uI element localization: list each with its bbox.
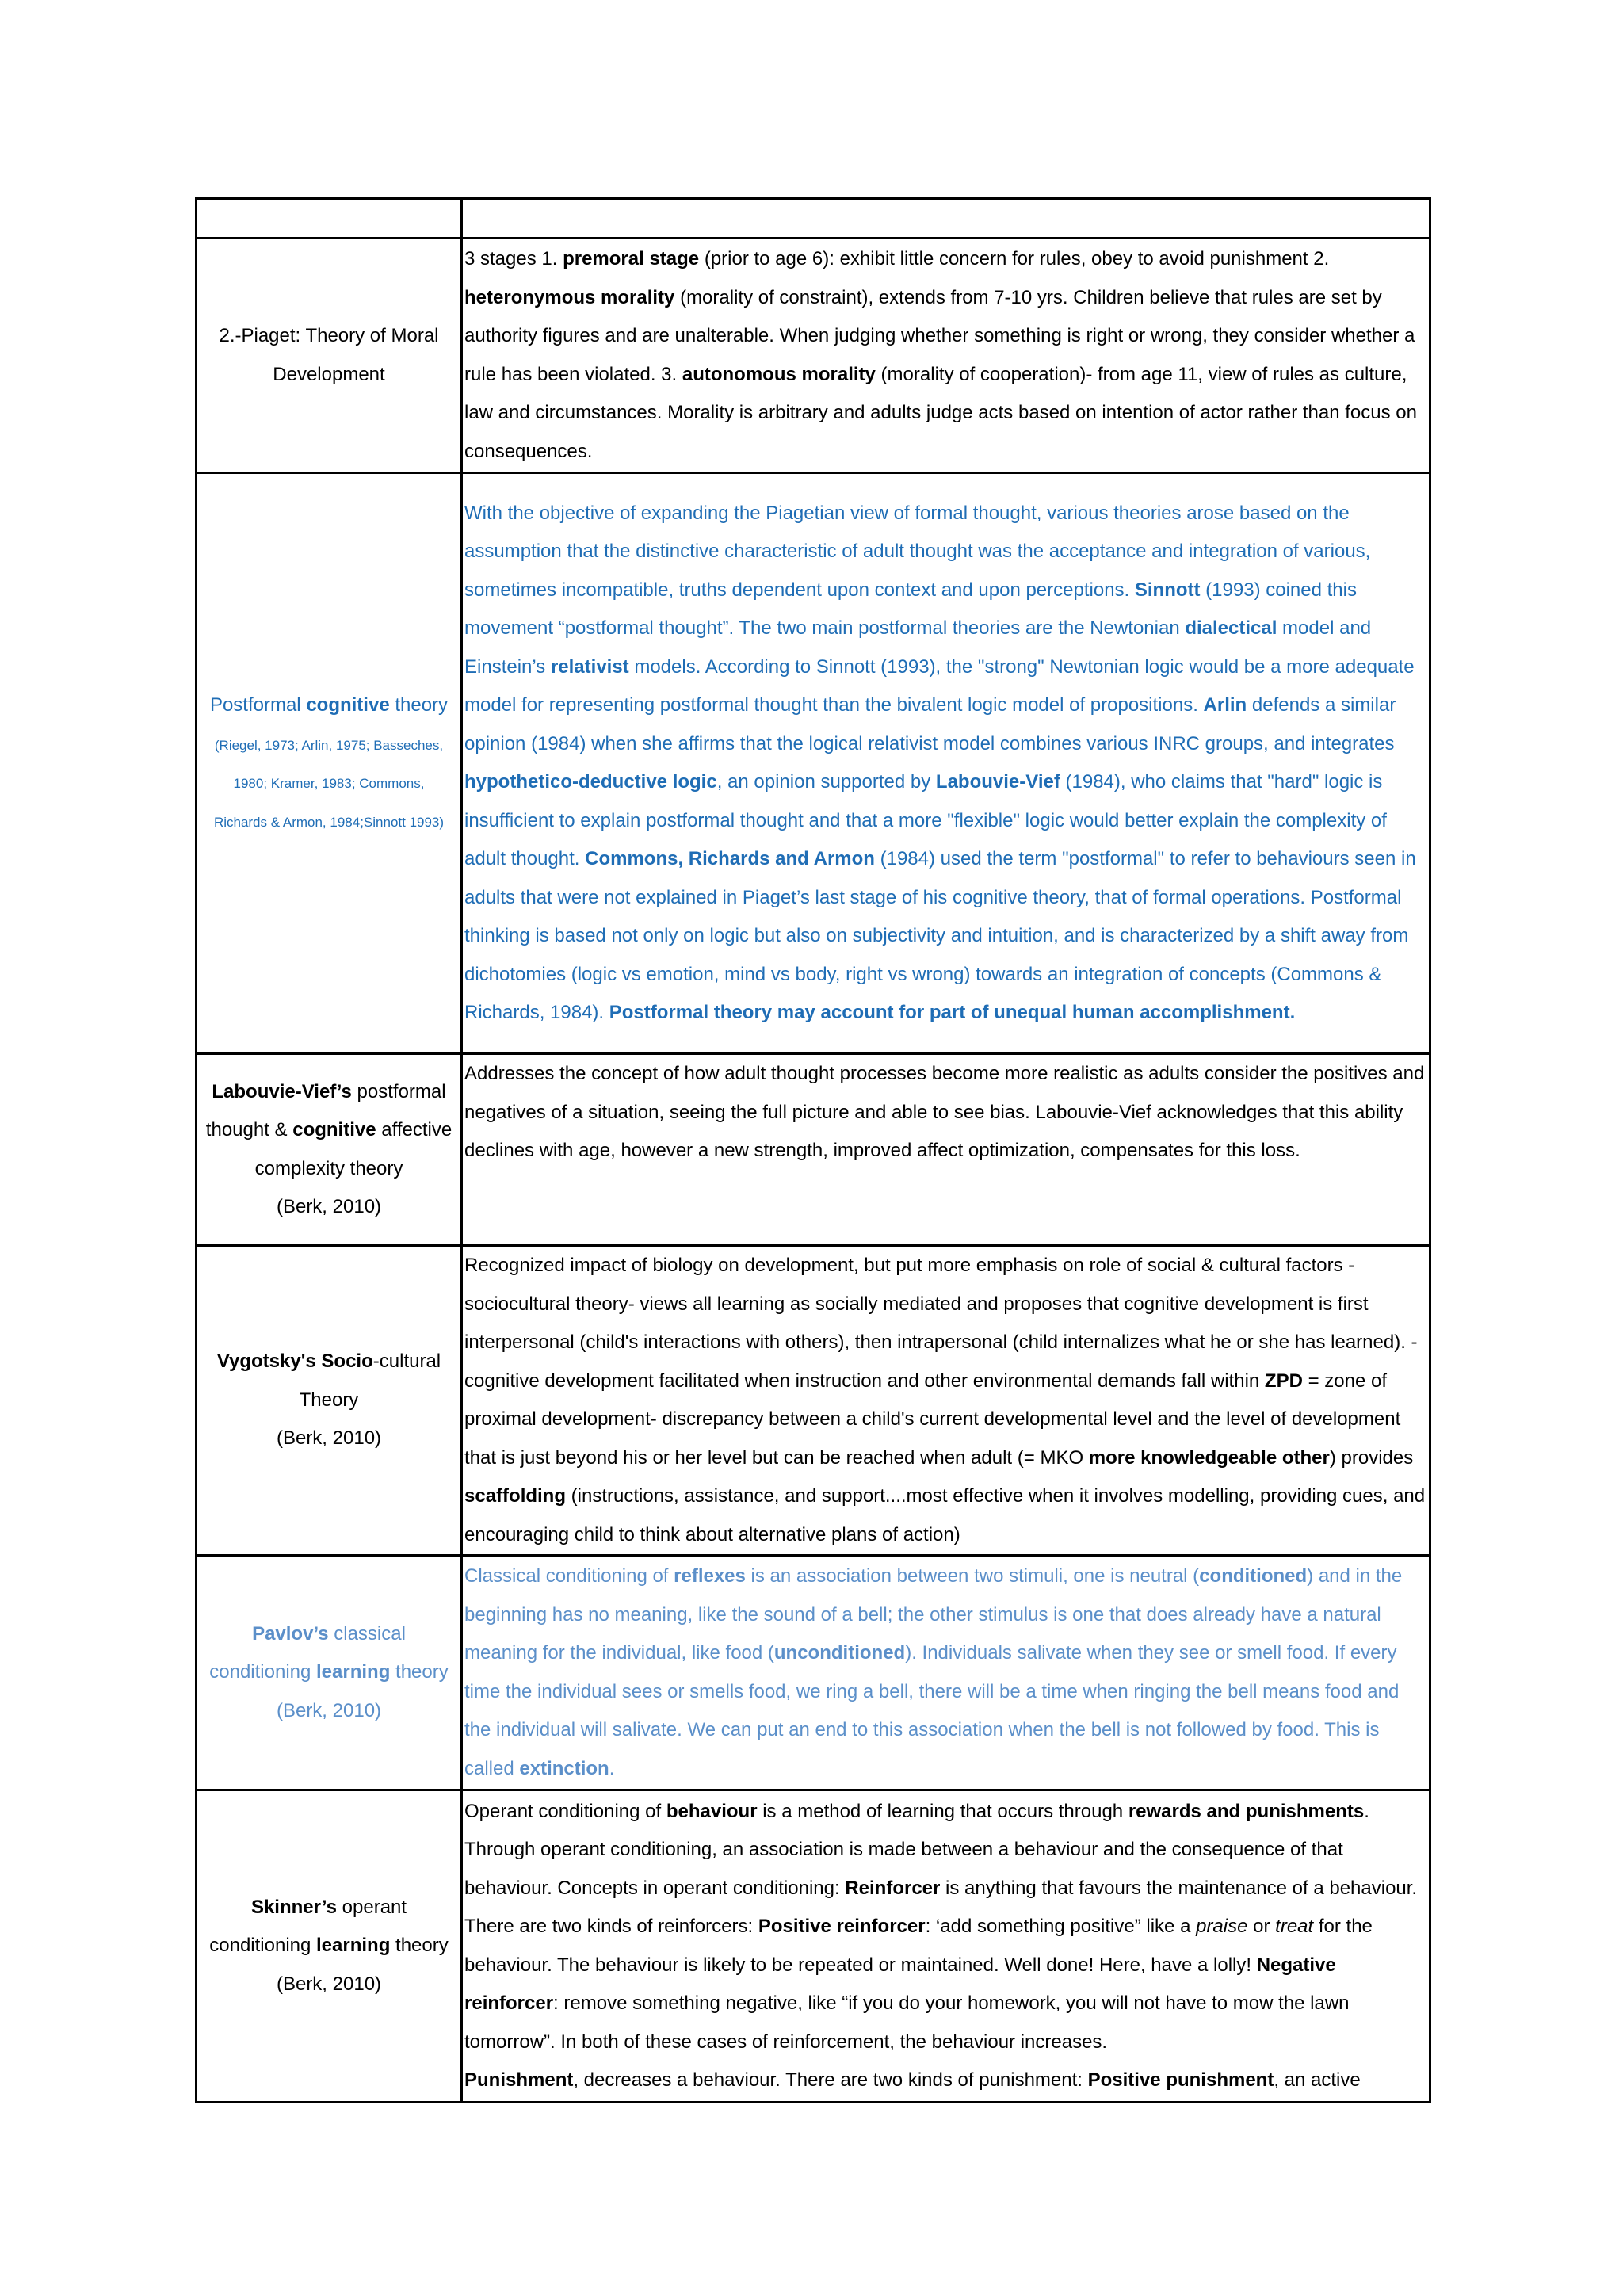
table-row-skinner [197,1790,1430,2103]
bold-term: relativist [550,655,629,678]
text-run: models. According to Sinnott (1993), the "strong" Newtonian logic would be a more adequate model for representing postformal thought than the bivalent logic model of propositions. [464,655,1415,716]
bold-term: conditioned [1199,1565,1308,1587]
text-run: is an association between two stimuli, one is neutral ( [745,1565,1200,1587]
bold-term: Punishment [464,2069,574,2091]
bold-term: unconditioned [773,1642,906,1664]
theory-description-cell [462,1790,1430,2103]
theory-description-cell [462,1556,1430,1790]
table-row-pavlov [197,1556,1430,1790]
bold-term: reflexes [674,1565,746,1587]
table-row-vygotsky [197,1246,1430,1556]
text-run: . Through operant conditioning, an association is made between a behaviour and the consequence of that behaviour. Concepts in operant conditioning: [464,1800,1369,1899]
bold-term: extinction [519,1757,609,1779]
bold-term: Reinforcer [845,1877,941,1899]
header-cell-right [462,199,1430,239]
text-run: or [1247,1916,1276,1937]
text-run: (prior to age 6): exhibit little concern for rules, obey to avoid punishment 2. [699,248,1330,269]
theory-name-text: Postformal cognitive theory [209,694,449,716]
bold-term: autonomous morality [682,363,876,385]
theory-name-cell [197,239,462,473]
bold-term: Sinnott [1134,579,1201,601]
text-run: = zone of proximal development- discrepancy between a child's current developmental level and the level of development that is just beyond his or her level but can be reached when adult (= MKO [464,1370,1401,1469]
bold-term: Negative reinforcer [464,1954,1336,2014]
citation: (Berk, 2010) [276,1973,382,1995]
theory-description-cell [462,1054,1430,1246]
text-run: ) and in the beginning has no meaning, like the sound of a bell; the other stimulus is one that does already have a natural meaning for the individual, like food ( [464,1565,1403,1664]
text-run: (1993) coined this movement “postformal thought”. The two main postformal theories are the Newtonian [464,579,1357,639]
text-run: (instructions, assistance, and support....most effective when it involves modelling, providing cues, and encouraging child to think about alternative plans of action) [464,1485,1426,1545]
theories-table [195,197,1431,2103]
text-run: ) provides [1329,1446,1414,1469]
text-run: (morality of cooperation)- from age 11, view of rules as culture, law and circumstances. Morality is arbitrary and adults judge acts based on intention of actor rather than focus on consequences. [464,363,1417,462]
citation: (Berk, 2010) [276,1196,382,1217]
table-header-row [197,199,1430,239]
text-run: (1984) used the term "postformal" to refer to behaviours seen in adults that were not explained in Piaget’s last stage of his cognitive theory, that of formal operations. Postformal thinking is based not only on logic but also on subjectivity and intuition, and is characterized by a shift away from dichotomies (logic vs emotion, mind vs body, right vs wrong) towards an integration of concepts (Commons & Richards, 1984). [464,848,1416,1023]
bold-term: Positive punishment [1087,2069,1274,2091]
text-run: defends a similar opinion (1984) when she affirms that the logical relativist model combines various INRC groups, and integrates [464,694,1396,755]
bold-term: scaffolding [464,1485,567,1507]
text-run: : ‘add something positive” like a [925,1916,1197,1937]
text-run: , decreases a behaviour. There are two kinds of punishment: [573,2069,1088,2091]
text-run: 3 stages 1. [464,248,563,269]
table-row-labouvie-vief [197,1054,1430,1246]
bold-term: heteronymous morality [464,286,675,308]
citation: (Berk, 2010) [276,1699,382,1721]
bold-term: dialectical [1185,617,1277,639]
theory-name-cell: Skinner’s operant conditioning learning theory (Berk, 2010) [197,1790,462,2103]
text-run: Recognized impact of biology on development, but put more emphasis on role of social & cultural factors - sociocultural theory- views all learning as socially mediated and proposes that cognitive development is first interpersonal (child's interactions with others), then intrapersonal (child internalizes what he or she has learned). -cognitive development facilitated when instruction and other environmental demands fall within [464,1255,1418,1392]
table-row-postformal [197,473,1430,1054]
bold-term: Postformal theory may account for part of unequal human accomplishment. [609,1002,1296,1023]
text-run: . [609,1757,615,1779]
theory-citations: (Riegel, 1973; Arlin, 1975; Basseches, 1980; Kramer, 1983; Commons, Richards & Armon, 1984;Sinnott 1993) [213,737,445,830]
theory-description-cell [462,473,1430,1054]
bold-term: behaviour [666,1800,758,1822]
theory-description-cell [462,1246,1430,1556]
theory-name-line: Development [273,363,385,385]
bold-term: premoral stage [563,248,700,269]
text-run: for the behaviour. The behaviour is likely to be repeated or maintained. Well done! Here, have a lolly! [464,1916,1373,1976]
text-run: is a method of learning that occurs through [757,1800,1128,1822]
header-cell-left [197,199,462,239]
text-run: (1984), who claims that "hard" logic is insufficient to explain postformal thought and that a more "flexible" logic would better explain the complexity of adult thought. [464,771,1387,869]
bold-term: Labouvie-Vief [935,771,1060,793]
citation: (Berk, 2010) [276,1427,382,1450]
bold-term: Positive reinforcer [758,1916,926,1937]
description-text [464,1063,1424,1161]
text-run: model and Einstein’s [464,617,1372,678]
text-run: (morality of constraint), extends from 7-10 yrs. Children believe that rules are set by authority figures and are unalterable. When judging whether something is right or wrong, they consider whether a rule has been violated. 3. [464,286,1415,385]
theory-name-cell: Pavlov’s classical conditioning learning theory (Berk, 2010) [197,1556,462,1790]
text-run: : remove something negative, like “if you do your homework, you will not have to mow the lawn tomorrow”. In both of these cases of reinforcement, the behaviour increases. [464,1992,1350,2053]
text-run: With the objective of expanding the Piagetian view of formal thought, various theories arose based on the assumption that the distinctive characteristic of adult thought was the acceptance and integration of various, sometimes incompatible, truths dependent upon context and upon perceptions. [464,502,1371,601]
bold-term: rewards and punishments [1128,1800,1365,1822]
bold-term: ZPD [1264,1370,1303,1392]
table-row-piaget [197,239,1430,473]
text-run: is anything that favours the maintenance of a behaviour. There are two kinds of reinforcers: [464,1877,1418,1937]
theory-name-cell: Labouvie-Vief’s postformal thought & cognitive affective complexity theory (Berk, 2010) [197,1054,462,1246]
bold-term: hypothetico-deductive logic [464,771,717,793]
text-run: Operant conditioning of [464,1800,666,1822]
theory-name-cell: Vygotsky's Socio-cultural Theory (Berk, 2010) [197,1246,462,1556]
theory-description-cell [462,239,1430,473]
text-run: ). Individuals salivate when they see or smell food. If every time the individual sees or smells food, we ring a bell, there will be a time when ringing the bell means food and the individual will salivate. We can put an end to this association when the bell is not followed by food. This is called [464,1642,1400,1779]
theory-name-cell [197,473,462,1054]
bold-term: Arlin [1203,694,1247,716]
text-run: , an active [1274,2069,1361,2091]
italic-term: treat [1275,1916,1314,1937]
italic-term: praise [1196,1916,1248,1937]
text-run: Classical conditioning of [464,1565,674,1587]
bold-term: more knowledgeable other [1088,1446,1330,1469]
text-run: Addresses the concept of how adult thought processes become more realistic as adults consider the positives and negatives of a situation, seeing the full picture and able to see bias. Labouvie-Vief acknowledges that this ability declines with age, however a new strength, improved affect optimization, compensates for this loss. [464,1063,1425,1161]
bold-term: Commons, Richards and Armon [585,848,875,869]
text-run: , an opinion supported by [716,771,936,793]
theory-name-line: 2.-Piaget: Theory of Moral [219,325,439,346]
